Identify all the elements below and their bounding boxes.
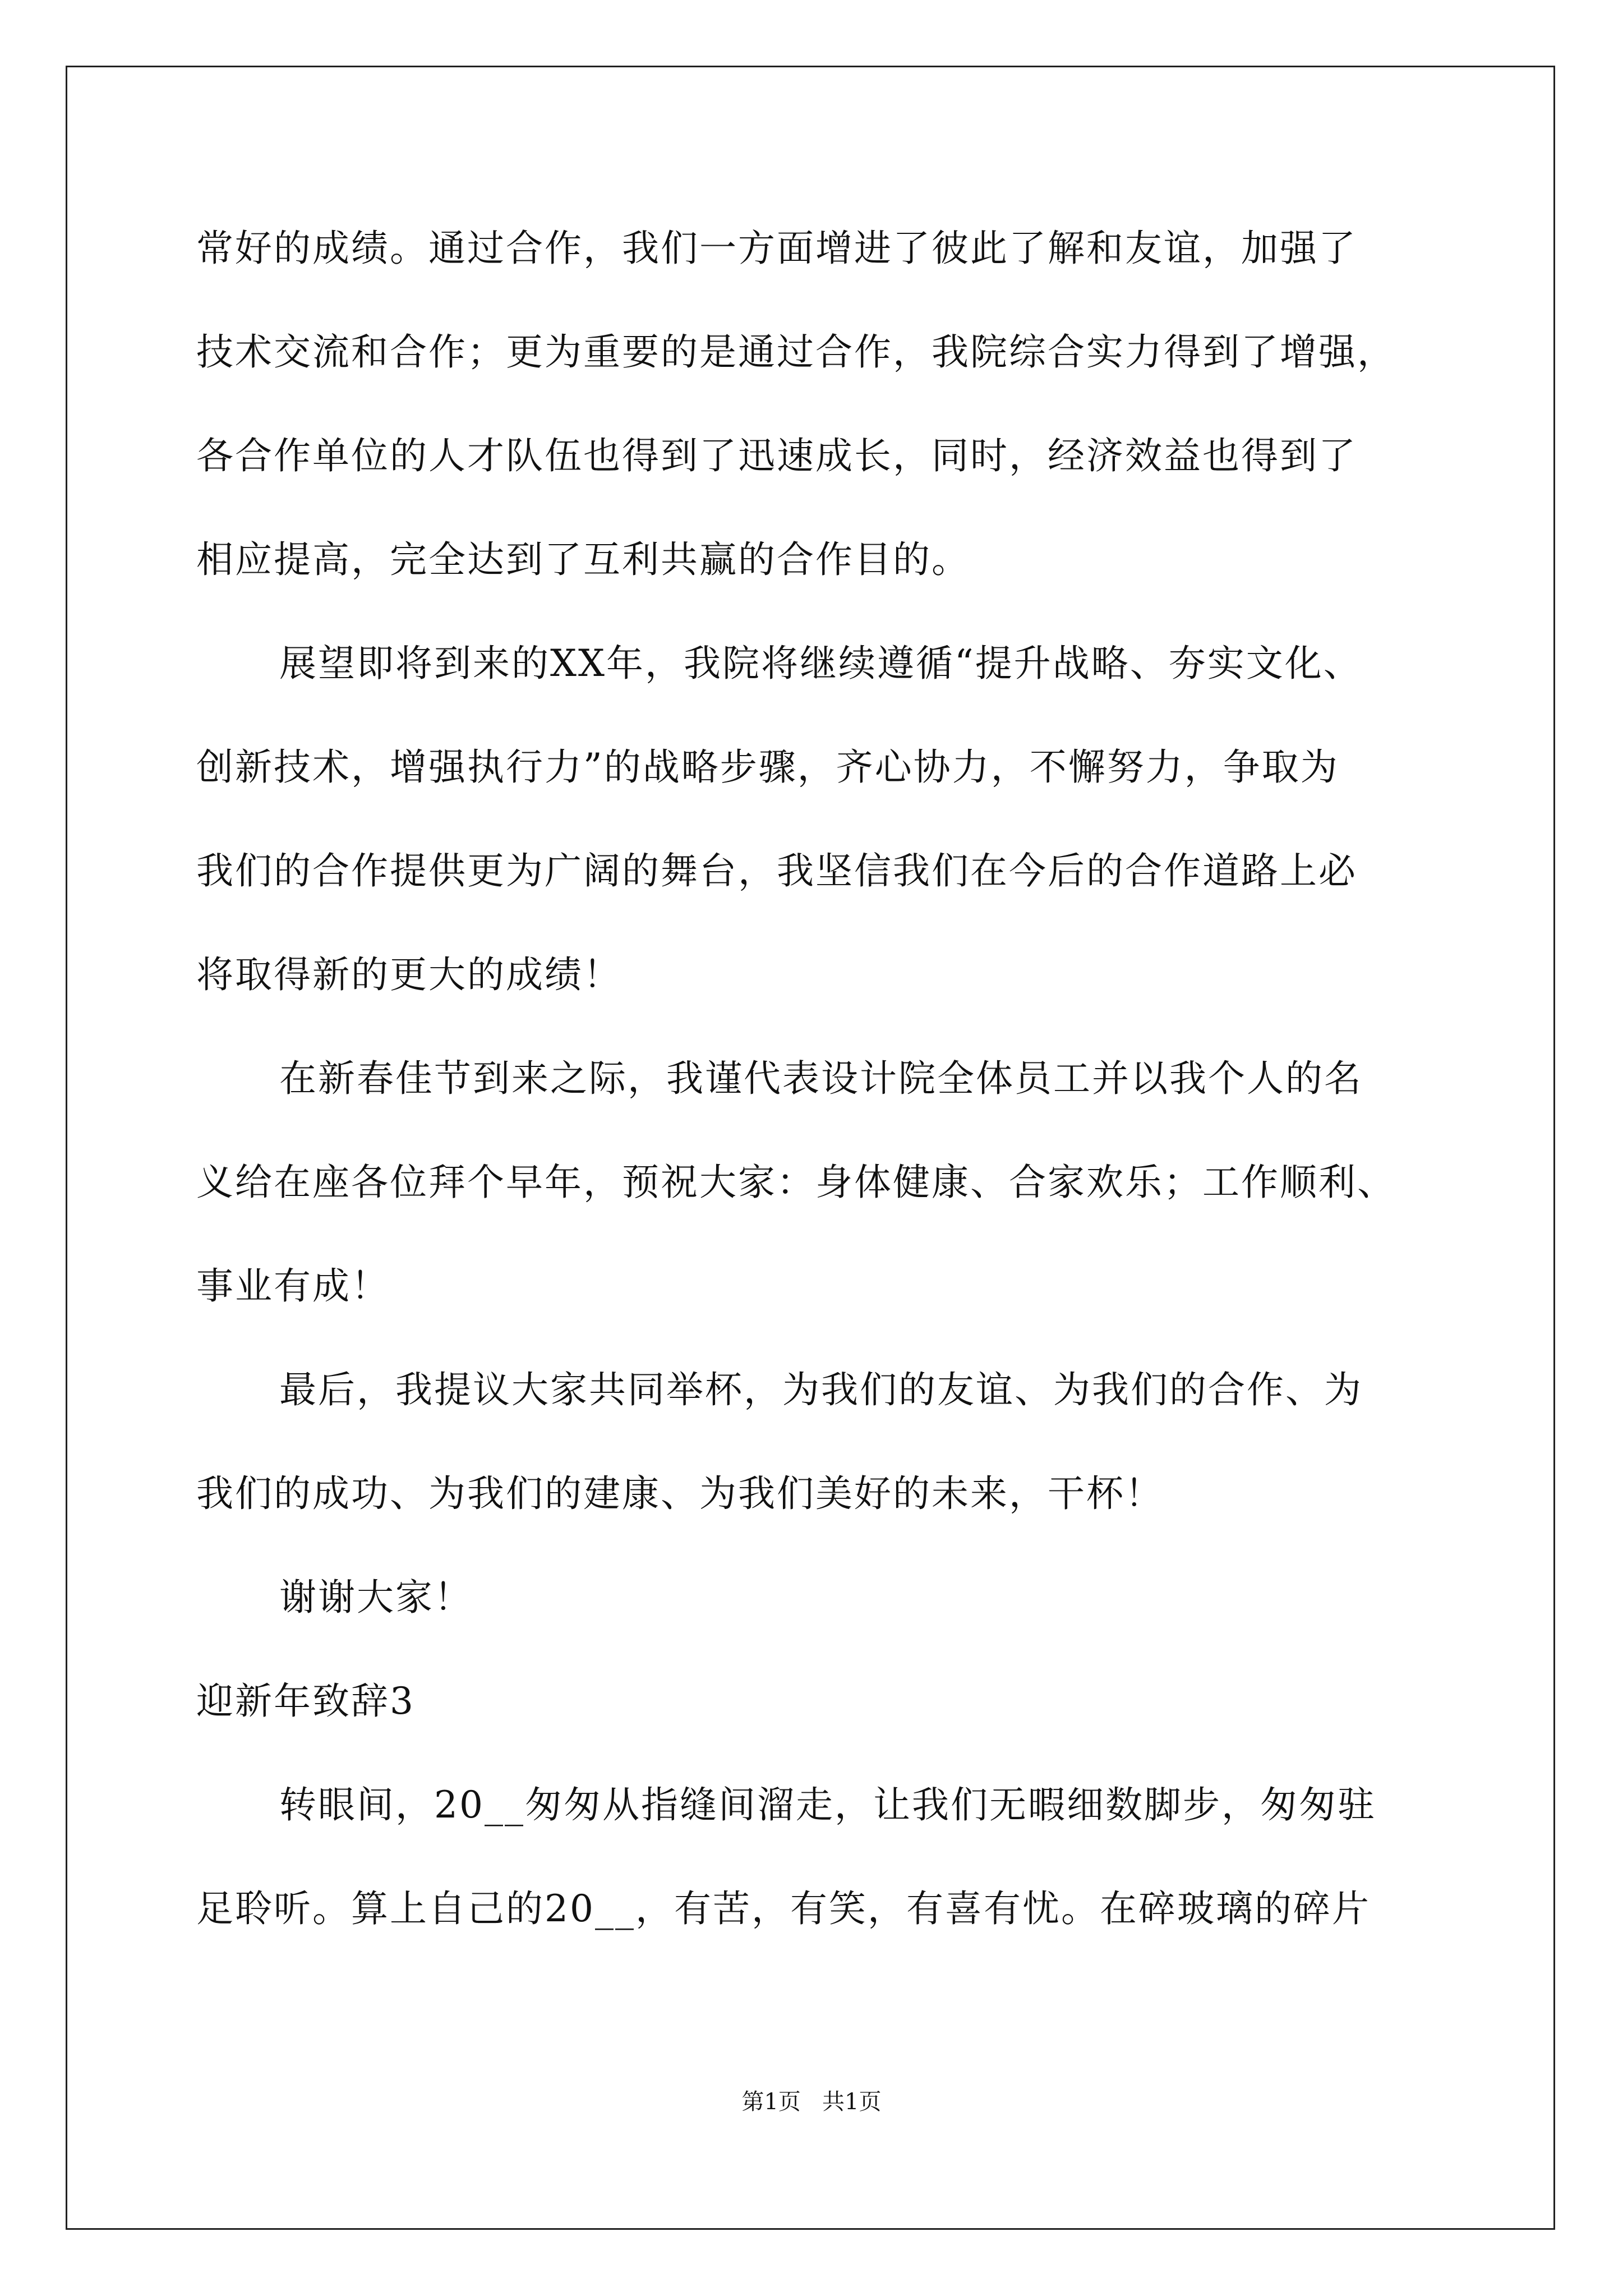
text-line: 事业有成！: [196, 1264, 390, 1308]
text-line: 各合作单位的人才队伍也得到了迅速成长，同时，经济效益也得到了: [196, 434, 1357, 477]
text-line: 技术交流和合作；更为重要的是通过合作，我院综合实力得到了增强，: [196, 330, 1396, 374]
paragraph-first-line: 展望即将到来的XX年，我院将继续遵循“提升战略、夯实文化、: [279, 642, 1362, 685]
section-heading: 迎新年致辞3: [196, 1680, 415, 1723]
paragraph-first-line: 谢谢大家！: [279, 1576, 473, 1619]
text-line: 创新技术，增强执行力”的战略步骤，齐心协力，不懈努力，争取为: [196, 746, 1339, 789]
paragraph-first-line: 转眼间，20__匆匆从指缝间溜走，让我们无暇细数脚步，匆匆驻: [279, 1783, 1376, 1826]
text-line: 将取得新的更大的成绩！: [196, 953, 622, 996]
document-body: [196, 196, 1486, 1961]
page-number-footer: 第1页 共1页: [741, 2089, 882, 2115]
text-line: 相应提高，完全达到了互利共赢的合作目的。: [196, 538, 970, 581]
text-line: 我们的成功、为我们的建康、为我们美好的未来，干杯！: [196, 1472, 1164, 1515]
paragraph-first-line: 在新春佳节到来之际，我谨代表设计院全体员工并以我个人的名: [279, 1057, 1363, 1100]
text-line: 足聆听。算上自己的20__，有苦，有笑，有喜有忧。在碎玻璃的碎片: [196, 1887, 1371, 1930]
paragraph-first-line: 最后，我提议大家共同举杯，为我们的友谊、为我们的合作、为: [279, 1368, 1363, 1411]
text-line: 我们的合作提供更为广阔的舞台，我坚信我们在今后的合作道路上必: [196, 849, 1357, 892]
text-line: 义给在座各位拜个早年，预祝大家：身体健康、合家欢乐；工作顺利、: [196, 1161, 1396, 1204]
text-line: 常好的成绩。通过合作，我们一方面增进了彼此了解和友谊，加强了: [196, 227, 1357, 270]
